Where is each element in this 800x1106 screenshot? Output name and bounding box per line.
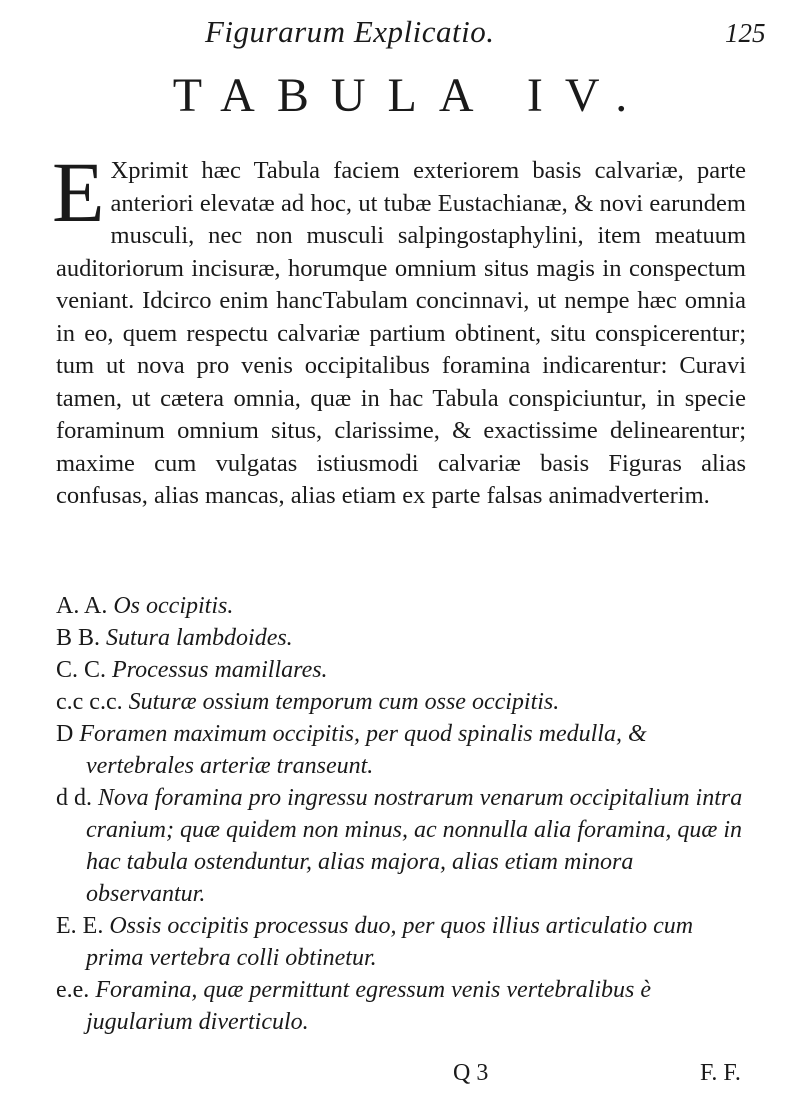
legend-key: A. A. xyxy=(56,593,108,619)
legend-description: Nova foramina pro ingressu nostrarum venarum occipitalium intra cranium; quæ quidem non minus, ac nonnulla alia foramina, quæ in hac tabula ostenduntur, alias majora, alias etiam minora observantur. xyxy=(86,785,743,907)
legend-item xyxy=(56,974,756,1038)
legend-description: Ossis occipitis processus duo, per quos illius articulatio cum prima vertebra colli obtinetur. xyxy=(86,913,694,971)
drop-cap: E xyxy=(52,144,105,240)
legend-key: e.e. xyxy=(56,977,90,1003)
legend-description: Suturæ ossium temporum cum osse occipitis. xyxy=(128,689,560,715)
legend-item xyxy=(56,718,756,782)
legend-key: E. E. xyxy=(56,913,104,939)
legend-item xyxy=(56,590,756,622)
legend-description: Foramina, quæ permittunt egressum venis vertebralibus è jugularium diverticulo. xyxy=(86,977,652,1035)
legend-description: Foramen maximum occipitis, per quod spinalis medulla, & vertebrales arteriæ transeunt. xyxy=(79,721,647,779)
signature-mark: Q 3 xyxy=(453,1060,489,1086)
legend-item xyxy=(56,654,756,686)
legend-key: B B. xyxy=(56,625,101,651)
legend-description: Sutura lambdoides. xyxy=(106,625,293,651)
intro-paragraph xyxy=(52,144,746,513)
intro-text: Xprimit hæc Tabula faciem exteriorem basis calvariæ, parte anteriori elevatæ ad hoc, ut tubæ Eustachianæ, & novi earundem musculi, nec non musculi salpingostaphylini, item meatuum auditoriorum incisuræ, horumque omnium situs magis in conspectum veniant. Idcirco enim hancTabulam concinnavi, ut nempe hæc omnia in eo, quem respectu calvariæ partium obtinent, situ conspicerentur; tum ut nova pro venis occipitalibus foramina indicarentur: Curavi tamen, ut cætera omnia, quæ in hac Tabula conspiciuntur, in specie foraminum omnium situs, clarissime, & exactissime delinearentur; maxime cum vulgatas istiusmodi calvariæ basis Figuras alias confusas, alias mancas, alias etiam ex parte falsas animadverterim. xyxy=(56,157,746,509)
legend-description: Processus mamillares. xyxy=(112,657,328,683)
legend-key: d d. xyxy=(56,785,92,811)
plate-heading: TABULA IV. xyxy=(172,69,650,122)
legend-description: Os occipitis. xyxy=(113,593,234,619)
figure-legend xyxy=(56,590,756,1038)
catchword: F. F. xyxy=(700,1060,741,1086)
legend-item xyxy=(56,686,756,718)
page-number: 125 xyxy=(725,18,766,48)
running-title: Figurarum Explicatio. xyxy=(205,14,495,49)
legend-key: C. C. xyxy=(56,657,107,683)
running-head xyxy=(0,14,800,58)
legend-item xyxy=(56,622,756,654)
legend-item xyxy=(56,782,756,910)
legend-key: c.c c.c. xyxy=(56,689,123,715)
legend-item xyxy=(56,910,756,974)
page-footer xyxy=(0,1060,800,1094)
legend-key: D xyxy=(56,721,74,747)
